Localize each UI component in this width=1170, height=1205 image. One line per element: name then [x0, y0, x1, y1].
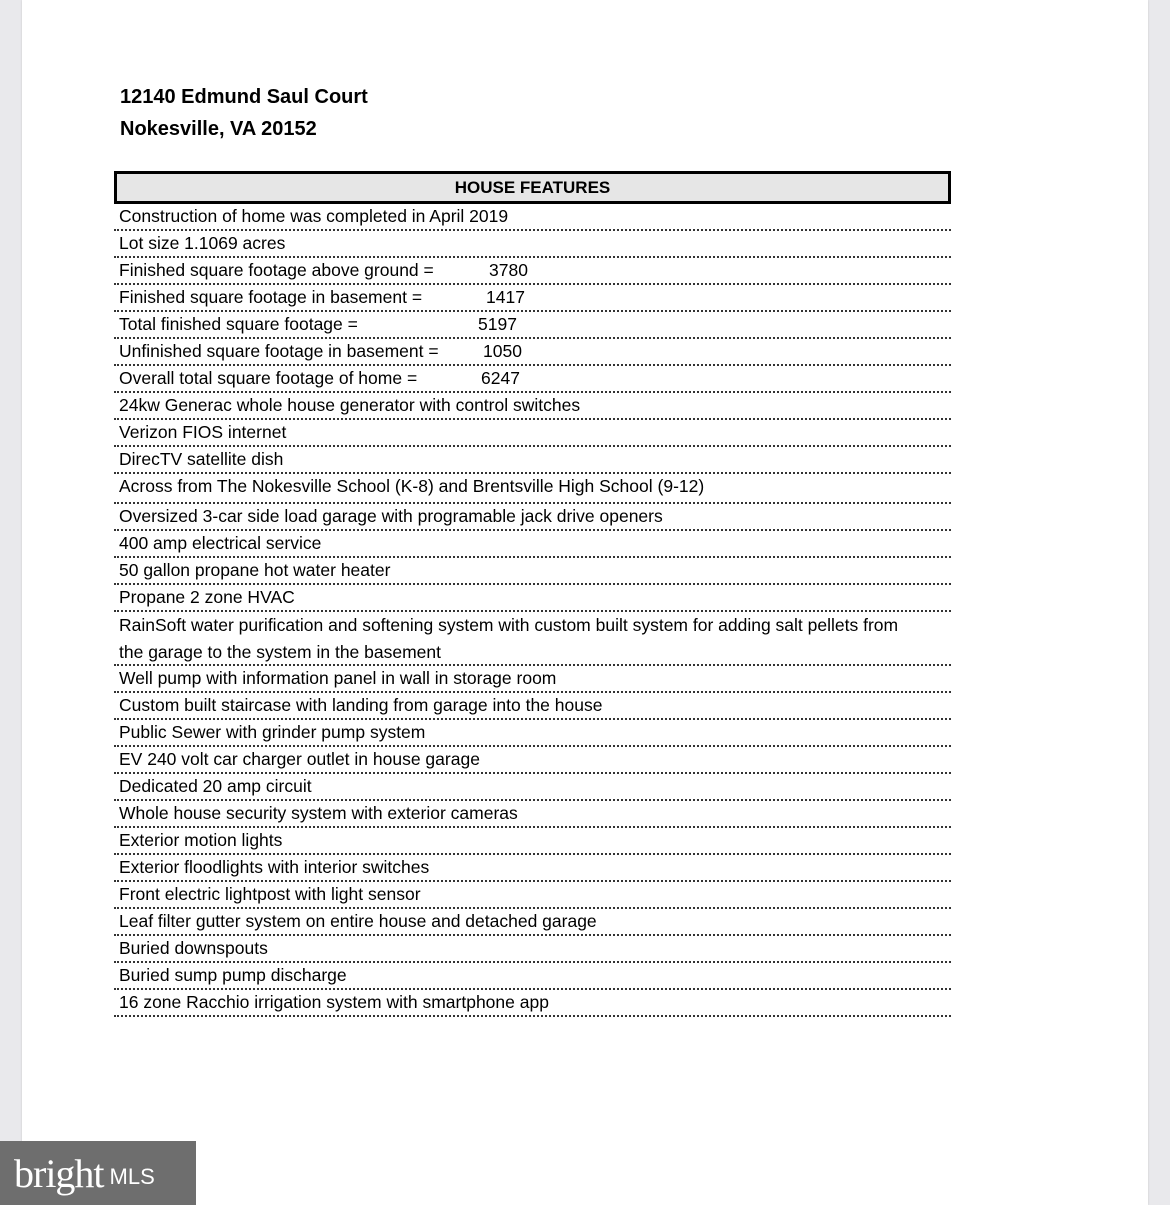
table-row	[114, 231, 951, 258]
row-label: Across from The Nokesville School (K-8) and Brentsville High School (9-12)	[119, 476, 705, 496]
table-row	[114, 531, 951, 558]
table-row	[114, 693, 951, 720]
row-label: 400 amp electrical service	[119, 533, 322, 553]
row-label: Unfinished square footage in basement =	[119, 341, 439, 361]
row-label: EV 240 volt car charger outlet in house garage	[119, 749, 480, 769]
table-row	[114, 828, 951, 855]
table-row	[114, 936, 951, 963]
row-label: Leaf filter gutter system on entire house and detached garage	[119, 911, 597, 931]
table-row	[114, 666, 951, 693]
row-label: Total finished square footage =	[119, 314, 358, 334]
row-label: Whole house security system with exterior cameras	[119, 803, 518, 823]
table-row	[114, 747, 951, 774]
table-row	[114, 963, 951, 990]
address-line-2: Nokesville, VA 20152	[120, 118, 317, 140]
row-label: Construction of home was completed in April 2019	[119, 206, 509, 226]
table-body	[114, 204, 951, 1017]
row-label: Exterior floodlights with interior switches	[119, 857, 430, 877]
table-row	[114, 558, 951, 585]
row-label: Propane 2 zone HVAC	[119, 587, 295, 607]
table-header: HOUSE FEATURES	[114, 171, 951, 204]
row-label: 24kw Generac whole house generator with control switches	[119, 395, 581, 415]
row-label: Public Sewer with grinder pump system	[119, 722, 426, 742]
table-row	[114, 474, 951, 504]
table-row	[114, 393, 951, 420]
table-row	[114, 258, 951, 285]
logo-brand-text: bright	[14, 1150, 104, 1196]
row-label: Exterior motion lights	[119, 830, 283, 850]
table-row	[114, 855, 951, 882]
table-row	[114, 882, 951, 909]
table-row	[114, 285, 951, 312]
row-label: Buried downspouts	[119, 938, 268, 958]
table-row	[114, 204, 951, 231]
table-row	[114, 990, 951, 1017]
table-row	[114, 504, 951, 531]
row-value: 3780	[489, 260, 528, 280]
logo-suffix-text: MLS	[109, 1164, 155, 1189]
table-row	[114, 720, 951, 747]
row-label: 16 zone Racchio irrigation system with smartphone app	[119, 992, 549, 1012]
table-row	[114, 366, 951, 393]
row-label: Finished square footage in basement =	[119, 287, 423, 307]
address-line-1: 12140 Edmund Saul Court	[120, 86, 368, 108]
row-label: Dedicated 20 amp circuit	[119, 776, 312, 796]
row-label: Lot size 1.1069 acres	[119, 233, 286, 253]
bright-mls-logo	[0, 1141, 196, 1205]
row-label: Buried sump pump discharge	[119, 965, 347, 985]
table-row	[114, 420, 951, 447]
row-label: Front electric lightpost with light sensor	[119, 884, 421, 904]
row-label: 50 gallon propane hot water heater	[119, 560, 391, 580]
table-row	[114, 585, 951, 612]
row-label: DirecTV satellite dish	[119, 449, 284, 469]
row-value: 5197	[478, 314, 517, 334]
house-features-table	[114, 171, 951, 1017]
row-label: Overall total square footage of home =	[119, 368, 418, 388]
row-label: Verizon FIOS internet	[119, 422, 287, 442]
document-page	[22, 0, 1148, 1205]
table-row	[114, 339, 951, 366]
row-value: 6247	[481, 368, 520, 388]
row-label: Oversized 3-car side load garage with programable jack drive openers	[119, 506, 663, 526]
table-row	[114, 447, 951, 474]
table-row	[114, 909, 951, 936]
row-value: 1050	[483, 341, 522, 361]
table-row	[114, 774, 951, 801]
row-label: Well pump with information panel in wall in storage room	[119, 668, 557, 688]
row-label: Custom built staircase with landing from garage into the house	[119, 695, 603, 715]
row-label: RainSoft water purification and softening system with custom built system for adding salt pellets from the garage to the system in the basement	[119, 615, 899, 662]
row-label: Finished square footage above ground =	[119, 260, 434, 280]
table-row	[114, 312, 951, 339]
table-row	[114, 801, 951, 828]
table-row	[114, 612, 951, 666]
row-value: 1417	[486, 287, 525, 307]
